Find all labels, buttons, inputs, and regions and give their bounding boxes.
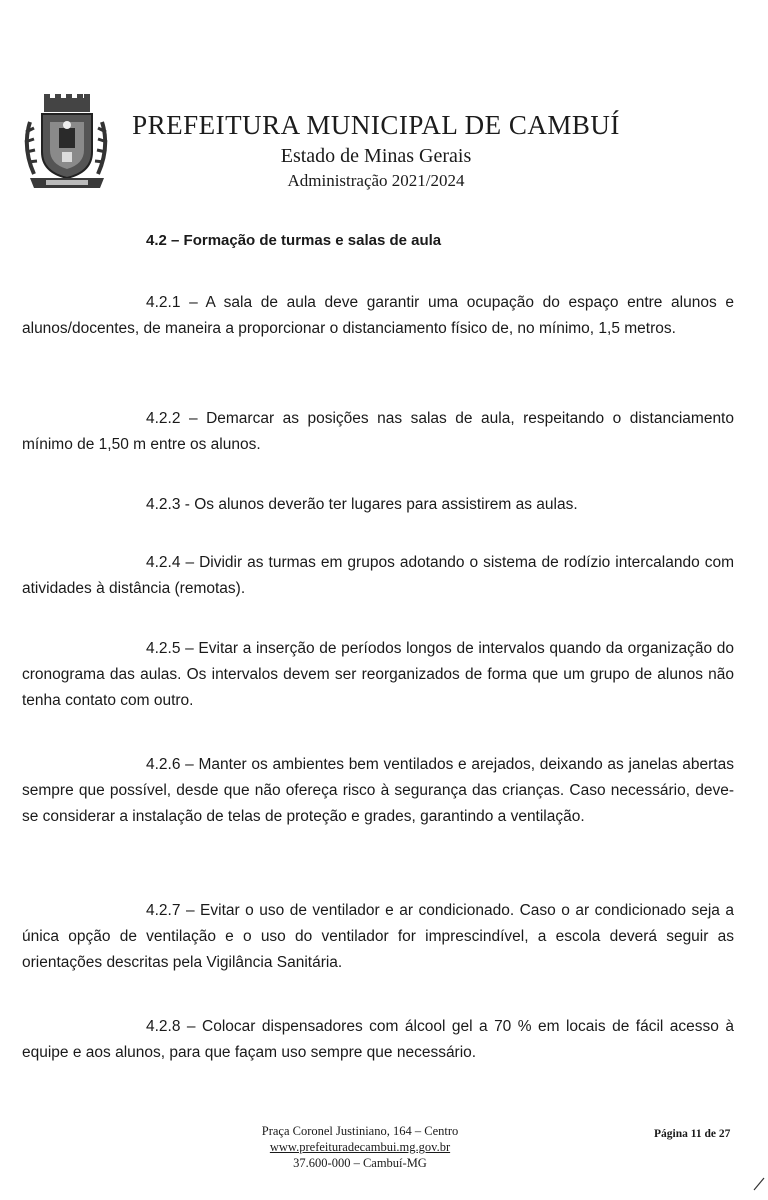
paragraph-4-2-8: 4.2.8 – Colocar dispensadores com álcool gel a 70 % em locais de fácil acesso à equipe e aos alunos, para que façam uso sempre que necessário. — [22, 1018, 734, 1061]
municipal-coat-of-arms-icon — [16, 92, 116, 192]
section-heading: 4.2 – Formação de turmas e salas de aula — [146, 232, 442, 249]
letterhead — [126, 108, 626, 192]
footer-address: Praça Coronel Justiniano, 164 – Centro — [261, 1124, 459, 1138]
paragraph-4-2-5: 4.2.5 – Evitar a inserção de períodos longos de intervalos quando da organização do cronograma das aulas. Os intervalos devem ser reorganizados de forma que um grupo de alunos não tenha contato com outro. — [22, 640, 734, 709]
page-number: Página 11 de 27 — [654, 1128, 731, 1140]
paragraph-4-2-6: 4.2.6 – Manter os ambientes bem ventilados e arejados, deixando as janelas abertas sempre que possível, desde que não ofereça risco à segurança das crianças. Caso necessário, deve-se considerar a instalação de telas de proteção e grades, garantindo a ventilação. — [22, 756, 734, 825]
footer-postal: 37.600-000 – Cambuí-MG — [293, 1156, 427, 1170]
paragraph-4-2-7: 4.2.7 – Evitar o uso de ventilador e ar condicionado. Caso o ar condicionado seja a única opção de ventilação e o uso do ventilador for imprescindível, a escola deverá seguir as orientações descritas pela Vigilância Sanitária. — [22, 902, 734, 971]
scan-mark-icon — [752, 1176, 768, 1192]
paragraph-4-2-2: 4.2.2 – Demarcar as posições nas salas de aula, respeitando o distanciamento mínimo de 1,50 m entre os alunos. — [22, 410, 734, 453]
state-name: Estado de Minas Gerais — [280, 145, 472, 167]
footer — [160, 1123, 560, 1171]
paragraph-4-2-3: 4.2.3 - Os alunos deverão ter lugares para assistirem as aulas. — [146, 496, 578, 513]
municipality-title: PREFEITURA MUNICIPAL DE CAMBUÍ — [132, 110, 620, 140]
paragraph-4-2-1: 4.2.1 – A sala de aula deve garantir uma ocupação do espaço entre alunos e alunos/docentes, de maneira a proporcionar o distanciamento físico de, no mínimo, 1,5 metros. — [22, 294, 734, 337]
administration-period: Administração 2021/2024 — [287, 171, 465, 190]
footer-website-link[interactable]: www.prefeituradecambui.mg.gov.br — [269, 1140, 451, 1154]
paragraph-4-2-4: 4.2.4 – Dividir as turmas em grupos adotando o sistema de rodízio intercalando com atividades à distância (remotas). — [22, 554, 734, 597]
